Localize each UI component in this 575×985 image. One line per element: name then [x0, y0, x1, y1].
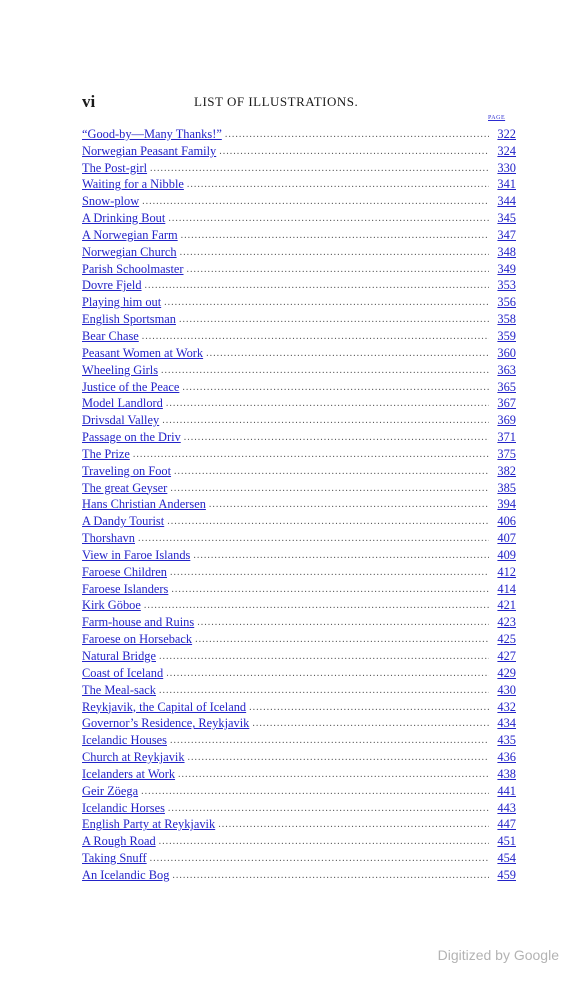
page-number-link[interactable]: 367: [497, 396, 516, 411]
list-item[interactable]: [82, 815, 516, 832]
illustration-title-link[interactable]: Natural Bridge: [82, 649, 156, 663]
page-number-link[interactable]: 371: [497, 430, 516, 445]
list-item[interactable]: [82, 309, 516, 326]
list-item[interactable]: [82, 326, 516, 343]
illustration-title-link[interactable]: Reykjavik, the Capital of Iceland: [82, 699, 247, 714]
page-header: [82, 92, 516, 114]
illustration-title-link[interactable]: The Prize: [82, 446, 130, 461]
list-item[interactable]: [82, 562, 516, 579]
list-item[interactable]: [82, 343, 516, 360]
list-item[interactable]: [82, 596, 516, 613]
illustration-title-link[interactable]: Bear Chase: [82, 328, 139, 343]
list-item[interactable]: [82, 360, 516, 377]
illustration-title-link[interactable]: Playing him out: [82, 295, 162, 310]
list-item[interactable]: [82, 680, 516, 697]
list-item[interactable]: [82, 545, 516, 562]
dot-leader: [195, 633, 489, 646]
list-item[interactable]: [82, 495, 516, 512]
page-number-link[interactable]: 443: [497, 800, 516, 815]
dot-leader: [182, 381, 489, 394]
list-item[interactable]: [82, 208, 516, 225]
dot-leader: [133, 448, 489, 461]
page-number-link[interactable]: 425: [497, 632, 516, 647]
dot-leader: [142, 195, 489, 208]
illustration-list: [82, 124, 516, 882]
dot-leader: [188, 751, 489, 764]
page-number-link[interactable]: 344: [497, 194, 516, 209]
dot-leader: [141, 785, 489, 798]
page-number-link[interactable]: 454: [497, 851, 516, 866]
illustration-title-link[interactable]: Norwegian Church: [82, 244, 177, 259]
page-number-link[interactable]: 375: [497, 446, 516, 461]
illustration-title-link[interactable]: Hans Christian Andersen: [82, 497, 206, 512]
dot-leader: [187, 178, 489, 191]
dot-leader: [167, 515, 489, 528]
illustration-title-link[interactable]: Icelandic Horses: [82, 800, 165, 815]
page-number-link[interactable]: 369: [497, 413, 516, 428]
illustration-title-link[interactable]: A Drinking Bout: [82, 211, 166, 226]
page-number-link[interactable]: 324: [497, 143, 516, 158]
illustration-title-link[interactable]: Parish Schoolmaster: [82, 261, 184, 276]
illustration-title-link[interactable]: Wheeling Girls: [82, 362, 159, 377]
page-number-link[interactable]: 356: [497, 295, 516, 310]
illustration-title-link[interactable]: An Icelandic Bog: [82, 867, 170, 882]
dot-leader: [144, 599, 489, 612]
page-number-link[interactable]: 435: [497, 733, 516, 748]
illustration-title-link[interactable]: The Meal-sack: [82, 682, 156, 697]
dot-leader: [170, 566, 489, 579]
illustration-title-link[interactable]: A Rough Road: [82, 834, 156, 849]
list-item[interactable]: [82, 225, 516, 242]
list-item[interactable]: [82, 377, 516, 394]
page-number-link[interactable]: 382: [497, 463, 516, 478]
illustration-title-link[interactable]: Icelandic Houses: [82, 733, 167, 748]
dot-leader: [218, 818, 489, 831]
list-item[interactable]: [82, 141, 516, 158]
list-item[interactable]: [82, 781, 516, 798]
page-number-link[interactable]: 447: [497, 817, 516, 832]
dot-leader: [138, 532, 489, 545]
list-item[interactable]: [82, 292, 516, 309]
illustration-title-link[interactable]: Coast of Iceland: [82, 665, 164, 680]
list-item[interactable]: [82, 191, 516, 208]
illustration-title-link[interactable]: Icelanders at Work: [82, 766, 176, 781]
dot-leader: [166, 667, 489, 680]
dot-leader: [170, 734, 489, 747]
list-item[interactable]: [82, 444, 516, 461]
list-item[interactable]: [82, 831, 516, 848]
list-item[interactable]: [82, 478, 516, 495]
illustration-title-link[interactable]: Church at Reykjavik: [82, 750, 185, 765]
illustration-title-link[interactable]: A Dandy Tourist: [82, 514, 165, 529]
list-item[interactable]: [82, 410, 516, 427]
illustration-title-link[interactable]: Faroese on Horseback: [82, 632, 193, 647]
dot-leader: [142, 330, 489, 343]
illustration-title-link[interactable]: A Norwegian Farm: [82, 227, 178, 242]
list-item[interactable]: [82, 865, 516, 882]
list-item[interactable]: [82, 158, 516, 175]
page-number-link[interactable]: 385: [497, 480, 516, 495]
page-column-label: PAGE: [488, 115, 506, 121]
illustration-title-link[interactable]: Waiting for a Nibble: [82, 177, 184, 192]
illustration-title-link[interactable]: Geir Zöega: [82, 783, 139, 798]
dot-leader: [252, 717, 489, 730]
page-number-link[interactable]: 441: [497, 783, 516, 798]
list-item[interactable]: [82, 747, 516, 764]
page-number-link[interactable]: 353: [497, 278, 516, 293]
dot-leader: [180, 246, 489, 259]
list-item[interactable]: [82, 394, 516, 411]
dot-leader: [168, 212, 489, 225]
dot-leader: [225, 128, 489, 141]
list-item[interactable]: [82, 663, 516, 680]
list-item[interactable]: [82, 124, 516, 141]
page-number-link[interactable]: 348: [497, 244, 516, 259]
page-number-link[interactable]: 347: [497, 227, 516, 242]
dot-leader: [159, 835, 489, 848]
dot-leader: [178, 768, 489, 781]
illustration-title-link[interactable]: View in Faroe Islands: [82, 547, 191, 562]
page-number-link[interactable]: 459: [497, 867, 516, 882]
dot-leader: [249, 701, 489, 714]
page-number-link[interactable]: 427: [497, 649, 516, 663]
illustration-title-link[interactable]: Thorshavn: [82, 531, 135, 546]
dot-leader: [174, 465, 489, 478]
dot-leader: [161, 364, 489, 377]
page-title: LIST OF ILLUSTRATIONS.: [194, 94, 359, 109]
dot-leader: [179, 313, 489, 326]
page-number-link[interactable]: 365: [497, 379, 516, 394]
page-number-link[interactable]: 414: [497, 581, 516, 596]
illustration-title-link[interactable]: English Sportsman: [82, 312, 176, 327]
list-item[interactable]: [82, 259, 516, 276]
page-number-link[interactable]: 359: [497, 328, 516, 343]
illustration-title-link[interactable]: Model Landlord: [82, 396, 163, 411]
list-item[interactable]: [82, 427, 516, 444]
page-number-link[interactable]: 341: [497, 177, 516, 192]
illustration-title-link[interactable]: Peasant Women at Work: [82, 345, 204, 360]
illustration-title-link[interactable]: Taking Snuff: [82, 851, 147, 866]
page-number-link[interactable]: 436: [497, 750, 516, 765]
page-number-link[interactable]: 423: [497, 615, 516, 630]
list-item[interactable]: [82, 242, 516, 259]
dot-leader: [162, 414, 489, 427]
dot-leader: [145, 279, 489, 292]
dot-leader: [219, 145, 489, 158]
illustration-title-link[interactable]: Governor’s Residence, Reykjavik: [82, 716, 250, 731]
illustration-title-link[interactable]: Norwegian Peasant Family: [82, 143, 217, 158]
illustration-title-link[interactable]: Kirk Göboe: [82, 598, 141, 613]
illustration-title-link[interactable]: English Party at Reykjavik: [82, 817, 216, 832]
page-number-link[interactable]: 429: [497, 665, 516, 680]
page-number-link[interactable]: 412: [497, 564, 516, 579]
page-number-link[interactable]: 406: [497, 514, 516, 529]
page-number-link[interactable]: 421: [497, 598, 516, 613]
page-number-link[interactable]: 349: [497, 261, 516, 276]
illustration-title-link[interactable]: Faroese Children: [82, 564, 167, 579]
list-item[interactable]: [82, 579, 516, 596]
dot-leader: [150, 852, 489, 865]
dot-leader: [164, 296, 489, 309]
list-item[interactable]: [82, 612, 516, 629]
illustration-title-link[interactable]: The Post-girl: [82, 160, 148, 175]
list-item[interactable]: [82, 276, 516, 293]
illustration-title-link[interactable]: Dovre Fjeld: [82, 278, 142, 293]
page-number-link[interactable]: 409: [497, 547, 516, 562]
dot-leader: [170, 482, 489, 495]
list-item[interactable]: [82, 714, 516, 731]
dot-leader: [184, 431, 489, 444]
illustration-title-link[interactable]: The great Geyser: [82, 480, 168, 495]
illustration-title-link[interactable]: Farm-house and Ruins: [82, 615, 195, 630]
list-item[interactable]: [82, 461, 516, 478]
page-number-link[interactable]: 360: [497, 345, 516, 360]
page-number-link[interactable]: 407: [497, 531, 516, 546]
illustration-title-link[interactable]: Faroese Islanders: [82, 581, 169, 596]
page-number-link[interactable]: 330: [497, 160, 516, 175]
page-number-link[interactable]: 451: [497, 834, 516, 849]
list-item[interactable]: [82, 175, 516, 192]
dot-leader: [193, 549, 489, 562]
dot-leader: [187, 263, 489, 276]
list-item[interactable]: [82, 629, 516, 646]
list-item[interactable]: [82, 798, 516, 815]
list-item[interactable]: [82, 697, 516, 714]
dot-leader: [168, 802, 489, 815]
illustration-title-link[interactable]: “Good-by—Many Thanks!”: [82, 126, 222, 141]
dot-leader: [159, 650, 489, 663]
dot-leader: [171, 583, 489, 596]
page-number-link[interactable]: 434: [497, 716, 516, 731]
folio-number: vi: [82, 92, 96, 111]
illustration-title-link[interactable]: Justice of the Peace: [82, 379, 180, 394]
page-number-link[interactable]: 322: [497, 126, 516, 141]
page-number-link[interactable]: 363: [497, 362, 516, 377]
list-item[interactable]: [82, 730, 516, 747]
list-item[interactable]: [82, 646, 516, 663]
illustration-title-link[interactable]: Passage on the Driv: [82, 430, 181, 445]
dot-leader: [172, 869, 489, 882]
illustration-title-link[interactable]: Traveling on Foot: [82, 463, 172, 478]
dot-leader: [206, 347, 489, 360]
page-number-link[interactable]: 358: [497, 312, 516, 327]
list-item[interactable]: [82, 528, 516, 545]
page-number-link[interactable]: 430: [497, 682, 516, 697]
illustration-title-link[interactable]: Drivsdal Valley: [82, 413, 160, 428]
page-number-link[interactable]: 394: [497, 497, 516, 512]
illustration-title-link[interactable]: Snow-plow: [82, 194, 140, 209]
list-item[interactable]: [82, 764, 516, 781]
watermark: Digitized by Google: [437, 947, 559, 963]
dot-leader: [159, 684, 489, 697]
page-number-link[interactable]: 432: [497, 699, 516, 714]
dot-leader: [166, 397, 489, 410]
dot-leader: [197, 616, 489, 629]
list-item[interactable]: [82, 511, 516, 528]
list-item[interactable]: [82, 848, 516, 865]
page-number-link[interactable]: 345: [497, 211, 516, 226]
page-number-link[interactable]: 438: [497, 766, 516, 781]
dot-leader: [150, 162, 489, 175]
dot-leader: [209, 498, 489, 511]
dot-leader: [181, 229, 489, 242]
